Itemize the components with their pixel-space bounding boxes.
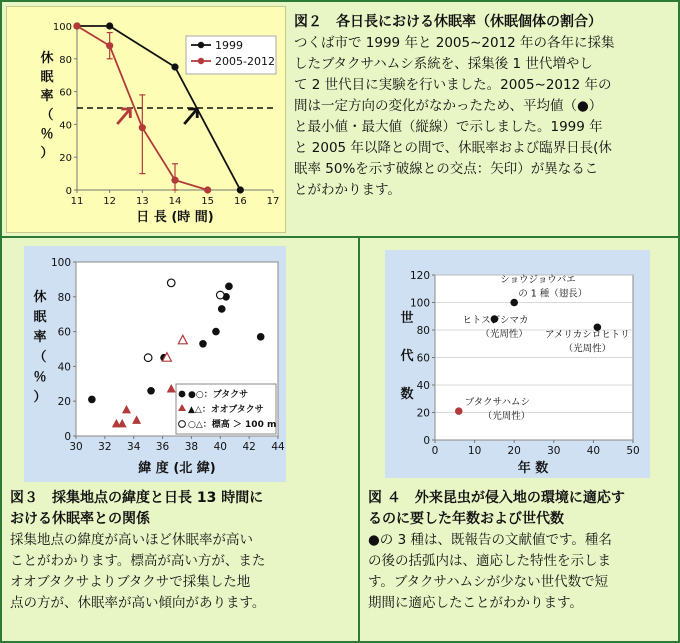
x-tick-label: 40 [213,441,227,453]
x-tick-label: 32 [98,441,112,453]
y-axis-label-char: ） [33,390,47,405]
fig3-caption-line: おける休眠率との関係 [10,511,150,527]
y-tick-label: 100 [409,297,430,310]
legend-label: 1999 [215,39,243,52]
y-tick-label: 0 [65,186,72,197]
data-point [257,333,265,341]
fig4-body-line: の後の括弧内は、適応した特性を示しま [368,553,611,569]
data-point [106,22,113,29]
x-tick-label: 20 [507,445,521,457]
x-axis-label: 緯 度 (北 緯) [138,461,216,476]
data-point [106,42,113,49]
data-point [171,63,178,70]
legend-marker [198,58,204,64]
x-tick-label: 16 [233,196,247,207]
y-axis-label-char: ％ [40,127,54,142]
data-point [218,305,226,313]
fig2-body-line: したブタクサハムシ系統を、採集後 1 世代増やし [294,56,593,72]
data-point [237,186,244,193]
y-tick-label: 80 [416,325,430,337]
point-label: の 1 種（翅長） [518,288,588,300]
divider-horizontal [2,236,678,238]
y-axis-label-char: 代 [400,349,414,364]
x-tick-label: 30 [69,441,83,453]
y-axis-label-char: 率 [33,330,47,345]
x-tick-label: 0 [431,445,439,457]
x-tick-label: 40 [586,445,601,457]
data-point [139,124,146,131]
divider-vertical [358,236,360,641]
y-tick-label: 40 [59,120,72,132]
y-tick-label: 100 [52,22,72,33]
data-point [212,328,220,336]
y-tick-label: 60 [59,87,72,99]
fig3-body [10,530,354,614]
point-label: ショウジョウバエ [500,274,576,286]
x-tick-label: 42 [242,441,256,453]
y-tick-label: 100 [50,257,71,269]
y-axis-label-char: 休 [40,51,54,66]
legend-marker [198,42,204,48]
x-tick-label: 38 [184,441,199,453]
fig3-chart [24,246,286,482]
y-tick-label: 120 [409,270,430,282]
fig2-body-line: て 2 世代目に実験を行いました。2005∼2012 年の [294,77,612,93]
legend-label: 2005-2012 [215,55,275,68]
data-point [216,291,224,299]
x-tick-label: 10 [467,445,482,457]
fig4-chart-panel [385,250,650,478]
y-axis-label-char: （ [40,108,54,123]
fig4-body-line: ●の 3 種は、既報告の文献値です。種名 [368,532,612,548]
y-tick-label: 80 [57,291,71,304]
y-tick-label: 60 [416,352,430,365]
y-axis-label-char: 眠 [40,70,54,85]
fig2-chart [7,7,285,232]
x-tick-label: 17 [266,196,280,207]
y-tick-label: 60 [57,326,71,339]
fig4-caption-line: 図 ４ 外来昆虫が侵入地の環境に適応す [368,490,625,506]
fig2-body-line: つくば市で 1999 年と 2005∼2012 年の各年に採集 [294,35,615,51]
fig2-body-line: とがわかります。 [294,182,401,198]
x-tick-label: 50 [626,445,640,457]
y-tick-label: 20 [57,396,71,409]
y-axis-label-char: 休 [33,290,47,305]
fig2-caption: 図２ 各日長における休眠率（休眠個体の割合） [294,14,602,30]
x-tick-label: 14 [168,196,182,207]
x-tick-label: 34 [127,441,141,453]
fig4-body-line: す。ブタクサハムシが少ない世代数で短 [368,574,609,590]
data-point [171,177,178,184]
x-tick-label: 44 [271,441,285,453]
fig3-body-line: 採集地点の緯度が高いほど休眠率が高い [10,532,253,548]
point-label: ブタクサハムシ [464,397,531,409]
y-axis-label-char: ％ [33,370,47,385]
y-tick-label: 20 [59,153,72,165]
y-axis-label-char: 数 [400,387,414,402]
fig4-caption-line: るのに要した年数および世代数 [368,511,564,527]
fig4-body-line: 期間に適応したことがわかります。 [368,595,583,611]
fig4-caption [368,488,678,530]
y-tick-label: 40 [57,361,71,374]
data-point [204,186,211,193]
y-tick-label: 80 [59,54,72,66]
fig3-body-line: ことがわかります。標高が高い方が、また [10,553,266,569]
x-tick-label: 30 [547,445,561,457]
fig2-chart-panel [6,6,286,233]
point-label: （光周性） [480,329,528,340]
y-tick-label: 20 [416,407,430,420]
data-point [73,22,80,29]
fig4-text [368,488,678,614]
data-point [144,354,152,362]
fig2-text [294,12,678,201]
x-tick-label: 13 [135,196,149,207]
fig2-body-line: と 2005 年以降との間で、休眠率および臨界日長(休 [294,140,612,156]
fig3-body-line: 点の方が、休眠率が高い傾向があります。 [10,595,266,611]
legend-label: ▲△：オオブタクサ [188,405,264,415]
x-tick-label: 11 [70,196,84,207]
y-tick-label: 40 [416,380,430,392]
y-axis-label-char: 率 [40,89,54,104]
data-point [199,340,207,348]
fig2-body-line: 眠率 50%を示す破線との交点：矢印）が異なるこ [294,161,599,177]
fig3-body-line: オオブタクサよりブタクサで採集した地 [10,574,251,590]
fig3-text [10,488,354,614]
fig3-chart-panel [24,246,286,482]
fig3-caption-line: 図３ 採集地点の緯度と日長 13 時間に [10,490,264,506]
point-label: （光周性） [563,343,612,355]
data-point [167,279,175,287]
point-label: ヒトスジシマカ [462,315,529,326]
data-point [455,407,463,415]
fig3-caption [10,488,354,530]
x-tick-label: 12 [103,196,117,207]
point-label: （光周性） [482,411,531,423]
x-tick-label: 15 [201,196,215,207]
y-axis-label-char: ） [40,146,54,161]
y-axis-label-char: （ [33,350,47,365]
y-tick-label: 0 [423,435,430,447]
legend-marker [179,391,186,398]
point-label: アメリカシロヒトリ [544,329,630,341]
data-point [147,387,155,395]
x-axis-label: 日 長 (時 間) [136,210,214,225]
data-point [88,396,96,404]
fig2-body-line: 間は一定方向の変化がなかったため、平均値（●） [294,98,603,114]
legend-label: ●○：ブタクサ [188,390,249,400]
legend-label: ○△：標高 ＞ 100 m [188,420,277,430]
legend-marker [179,421,186,428]
data-point [225,283,233,291]
y-tick-label: 0 [64,431,71,443]
data-point [510,299,518,307]
fig2-body-line: と最小値・最大値（縦線）で示しました。1999 年 [294,119,603,135]
y-axis-label-char: 眠 [33,310,47,325]
fig4-body [368,530,678,614]
y-axis-label-char: 世 [400,311,414,326]
fig4-chart [385,250,650,478]
x-axis-label: 年 数 [517,461,549,476]
x-tick-label: 36 [155,441,170,453]
fig2-body [294,33,678,201]
